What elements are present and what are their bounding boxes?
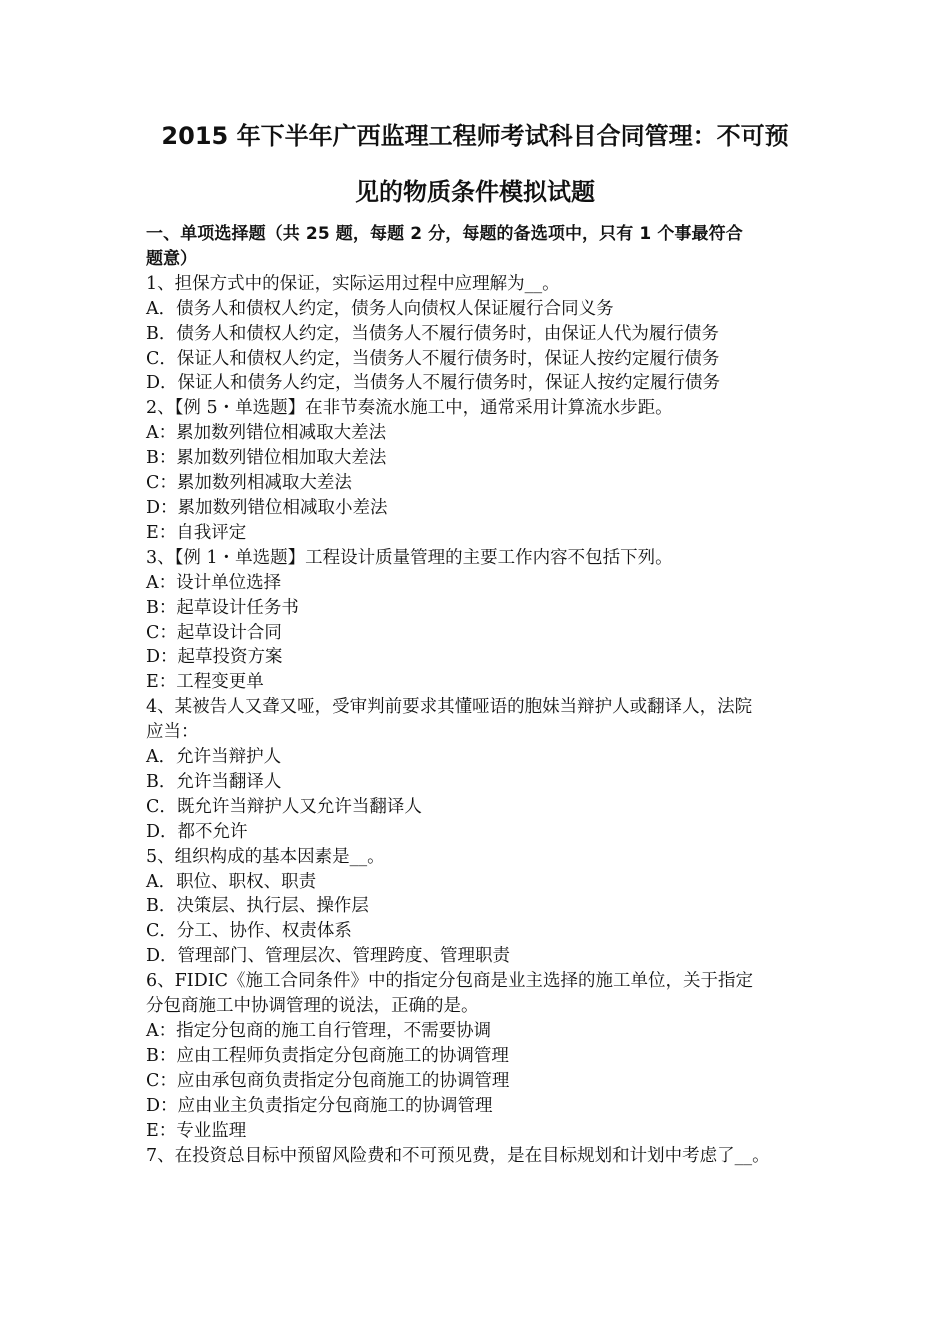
question-option: B：累加数列错位相加取大差法 xyxy=(146,448,387,469)
question-option: B：起草设计任务书 xyxy=(146,597,299,618)
question-option: B：应由工程师负责指定分包商施工的协调管理 xyxy=(146,1045,509,1066)
question-option: C：应由承包商负责指定分包商施工的协调管理 xyxy=(146,1070,510,1091)
question-option: B．决策层、执行层、操作层 xyxy=(146,896,369,917)
question-item xyxy=(146,546,810,695)
question-option: C：累加数列相减取大差法 xyxy=(146,473,352,494)
question-option: A：累加数列错位相减取大差法 xyxy=(146,423,387,444)
question-text-continued: 应当： xyxy=(146,722,199,743)
question-text: 6、FIDIC《施工合同条件》中的指定分包商是业主选择的施工单位，关于指定 xyxy=(146,971,754,992)
question-option: A．职位、职权、职责 xyxy=(146,871,317,892)
question-text: 1、担保方式中的保证，实际运用过程中应理解为__。 xyxy=(146,273,560,294)
question-option: C．保证人和债权人约定，当债务人不履行债务时，保证人按约定履行债务 xyxy=(146,348,720,369)
question-item xyxy=(146,695,810,844)
question-option: D．管理部门、管理层次、管理跨度、管理职责 xyxy=(146,946,511,967)
question-item xyxy=(146,272,810,397)
question-text: 2、【例 5・单选题】在非节奏流水施工中，通常采用计算流水步距。 xyxy=(146,398,673,419)
question-item xyxy=(146,969,810,1143)
question-text: 5、组织构成的基本因素是__。 xyxy=(146,846,385,867)
question-text: 7、在投资总目标中预留风险费和不可预见费，是在目标规划和计划中考虑了__。 xyxy=(146,1145,770,1166)
question-item xyxy=(146,1144,810,1169)
section-heading-line-1: 一、单项选择题（共 25 题，每题 2 分，每题的备选项中，只有 1 个事最符合 xyxy=(146,224,743,244)
question-option: E：工程变更单 xyxy=(146,672,264,693)
question-option: C．既允许当辩护人又允许当翻译人 xyxy=(146,796,422,817)
question-list xyxy=(146,272,810,1169)
question-option: A．债务人和债权人约定，债务人向债权人保证履行合同义务 xyxy=(146,298,614,319)
title-line-1: 2015 年下半年广西监理工程师考试科目合同管理：不可预 xyxy=(161,122,789,150)
section-heading-line-2: 题意） xyxy=(146,248,197,269)
question-text: 3、【例 1・单选题】工程设计质量管理的主要工作内容不包括下列。 xyxy=(146,547,673,568)
document-body xyxy=(146,222,810,1168)
question-item xyxy=(146,845,810,970)
question-option: B．债务人和债权人约定，当债务人不履行债务时，由保证人代为履行债务 xyxy=(146,323,719,344)
question-option: D：累加数列错位相减取小差法 xyxy=(146,497,388,518)
question-option: D．保证人和债务人约定，当债务人不履行债务时，保证人按约定履行债务 xyxy=(146,373,721,394)
question-option: D．都不允许 xyxy=(146,821,248,842)
question-option: C．分工、协作、权责体系 xyxy=(146,921,352,942)
question-text-continued: 分包商施工中协调管理的说法，正确的是。 xyxy=(146,996,479,1017)
question-item xyxy=(146,396,810,545)
question-option: B．允许当翻译人 xyxy=(146,771,282,792)
question-option: E：自我评定 xyxy=(146,522,247,543)
section-heading xyxy=(146,222,810,272)
question-text: 4、某被告人又聋又哑，受审判前要求其懂哑语的胞妹当辩护人或翻译人，法院 xyxy=(146,697,753,718)
question-option: D：应由业主负责指定分包商施工的协调管理 xyxy=(146,1095,493,1116)
question-option: A：设计单位选择 xyxy=(146,572,282,593)
question-option: D：起草投资方案 xyxy=(146,647,283,668)
question-option: C：起草设计合同 xyxy=(146,622,282,643)
question-option: A．允许当辩护人 xyxy=(146,747,282,768)
document-title xyxy=(130,108,820,220)
title-line-2: 见的物质条件模拟试题 xyxy=(355,178,595,206)
question-option: E：专业监理 xyxy=(146,1120,247,1141)
question-option: A：指定分包商的施工自行管理，不需要协调 xyxy=(146,1021,492,1041)
